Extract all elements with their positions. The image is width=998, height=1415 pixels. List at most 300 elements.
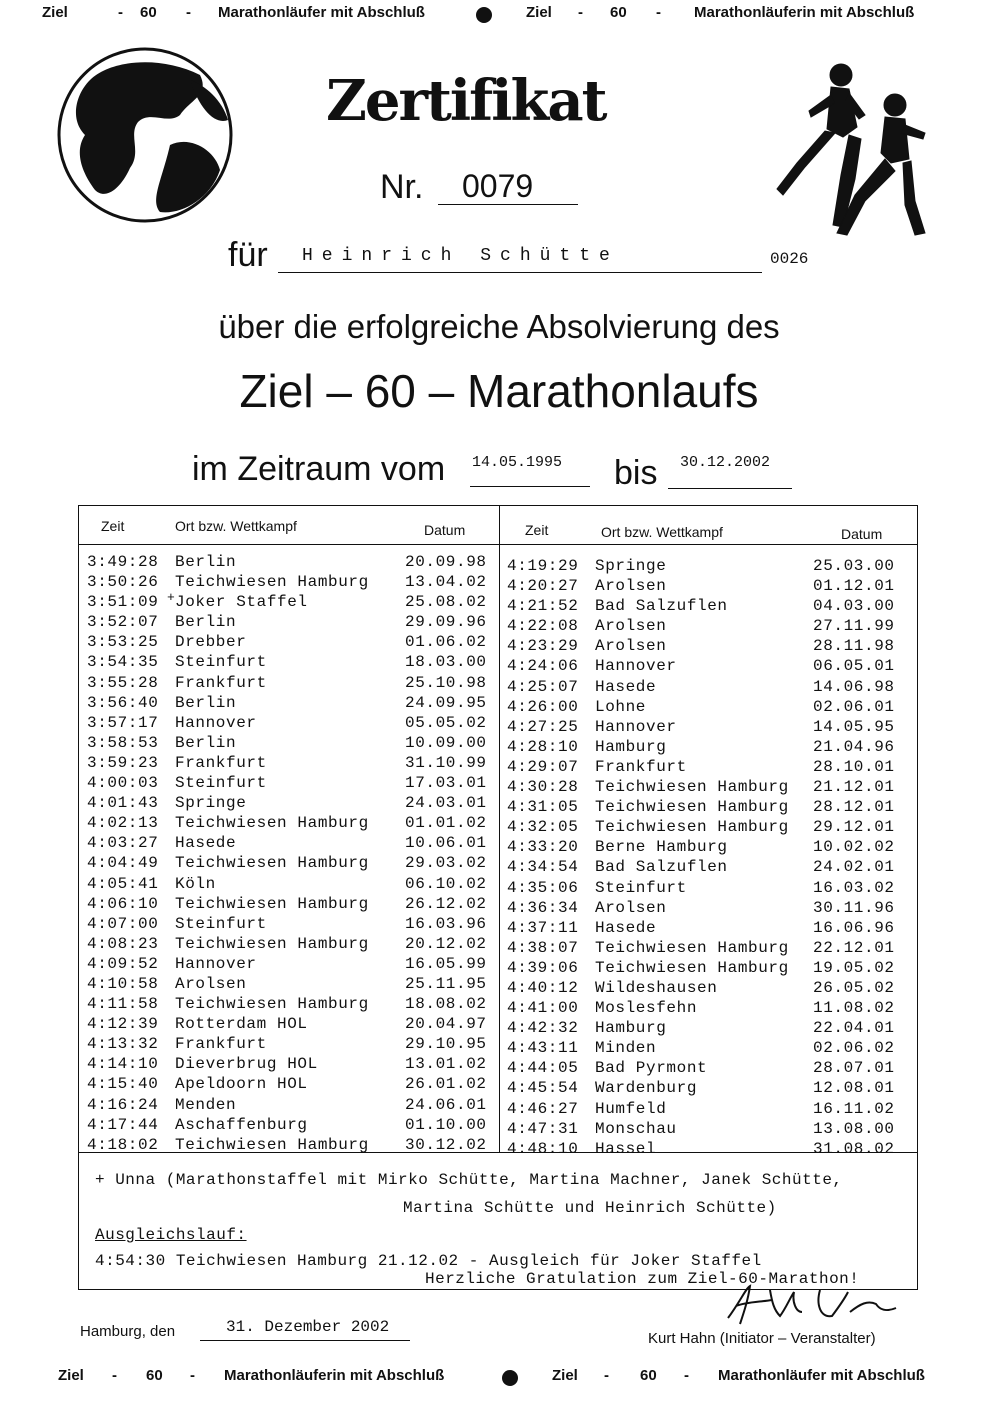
result-location: Wildeshausen <box>595 978 718 997</box>
table-row <box>507 959 907 979</box>
result-time: 4:10:58 <box>87 974 159 993</box>
result-location: Bad Pyrmont <box>595 1059 708 1078</box>
result-time: 4:16:24 <box>87 1095 159 1114</box>
band-text: Marathonläufer mit Abschluß <box>218 4 425 21</box>
result-time: 4:28:10 <box>507 737 579 756</box>
result-location: Hasede <box>595 918 657 937</box>
result-location: Arolsen <box>595 898 667 917</box>
table-row <box>507 678 907 698</box>
result-time: 4:36:34 <box>507 898 579 917</box>
result-date: 26.01.02 <box>405 1075 487 1094</box>
result-date: 12.08.01 <box>813 1079 895 1098</box>
table-row <box>87 1035 495 1055</box>
result-time: 4:09:52 <box>87 954 159 973</box>
result-location: Hannover <box>175 954 257 973</box>
signer: Kurt Hahn (Initiator – Veranstalter) <box>648 1330 876 1347</box>
table-row <box>507 1059 907 1079</box>
ausgleich-label: Ausgleichslauf: <box>95 1226 247 1244</box>
result-time: 4:18:02 <box>87 1135 159 1154</box>
result-time: 4:07:00 <box>87 914 159 933</box>
result-location: Berlin <box>175 553 237 571</box>
band-text: Marathonläuferin mit Abschluß <box>694 4 915 21</box>
result-time: 4:45:54 <box>507 1079 579 1098</box>
table-row <box>507 1100 907 1120</box>
result-time: 3:50:26 <box>87 573 159 592</box>
table-row <box>507 919 907 939</box>
result-time: 3:57:17 <box>87 713 159 732</box>
result-time: 4:14:10 <box>87 1055 159 1074</box>
left-results <box>87 553 495 1156</box>
band-ziel: Ziel <box>552 1367 578 1384</box>
bis-label: bis <box>614 454 658 492</box>
footer-date: 31. Dezember 2002 <box>226 1318 390 1336</box>
result-location: Hasede <box>175 834 237 853</box>
result-location: Arolsen <box>595 617 667 636</box>
result-time: 4:26:00 <box>507 697 579 716</box>
table-row <box>507 1039 907 1059</box>
result-location: Wardenburg <box>595 1079 698 1098</box>
result-time: 4:44:05 <box>507 1059 579 1078</box>
results-table <box>78 505 918 1290</box>
result-location: Teichwiesen Hamburg <box>595 958 789 977</box>
result-time: 4:22:08 <box>507 617 579 636</box>
result-location: Teichwiesen Hamburg <box>595 938 789 957</box>
result-date: 01.01.02 <box>405 814 487 833</box>
result-date: 29.09.96 <box>405 613 487 632</box>
table-row <box>507 838 907 858</box>
result-date: 21.12.01 <box>813 778 895 797</box>
result-date: 02.06.01 <box>813 697 895 716</box>
table-row <box>87 1075 495 1095</box>
certificate-number: 0079 <box>462 168 534 204</box>
result-location: Bad Salzuflen <box>595 858 728 877</box>
band-text: Marathonläufer mit Abschluß <box>718 1367 925 1384</box>
result-time: 4:15:40 <box>87 1075 159 1094</box>
result-location: Arolsen <box>175 974 247 993</box>
footer-date-line <box>200 1318 410 1341</box>
result-date: 10.02.02 <box>813 838 895 857</box>
result-date: 25.03.00 <box>813 557 895 575</box>
band-dash: - <box>112 1367 117 1384</box>
result-date: 16.11.02 <box>813 1099 895 1118</box>
table-row <box>87 834 495 854</box>
result-time: 4:33:20 <box>507 838 579 857</box>
band-60: 60 <box>640 1367 657 1384</box>
table-row <box>87 674 495 694</box>
table-row <box>507 818 907 838</box>
table-row <box>87 1096 495 1116</box>
table-row <box>87 875 495 895</box>
result-date: 14.05.95 <box>813 717 895 736</box>
table-row <box>87 593 495 613</box>
result-time: 3:54:35 <box>87 653 159 672</box>
table-row <box>507 557 907 577</box>
band-60: 60 <box>140 4 157 21</box>
result-location: Steinfurt <box>175 774 267 793</box>
result-date: 29.10.95 <box>405 1035 487 1054</box>
result-date: 20.04.97 <box>405 1015 487 1034</box>
table-row <box>87 995 495 1015</box>
table-row <box>507 698 907 718</box>
right-results <box>507 557 907 1160</box>
result-date: 28.10.01 <box>813 757 895 776</box>
result-date: 04.03.00 <box>813 597 895 616</box>
table-row <box>507 738 907 758</box>
col-datum-left: Datum <box>424 522 466 538</box>
plus-marker: + <box>167 590 175 605</box>
result-time: 4:35:06 <box>507 878 579 897</box>
table-row <box>507 1079 907 1099</box>
result-date: 01.06.02 <box>405 633 487 652</box>
result-location: Lohne <box>595 697 647 716</box>
band-ziel: Ziel <box>58 1367 84 1384</box>
table-row <box>507 597 907 617</box>
result-time: 4:32:05 <box>507 818 579 837</box>
signature-icon <box>720 1282 910 1330</box>
result-date: 22.04.01 <box>813 1019 895 1038</box>
result-date: 24.06.01 <box>405 1095 487 1114</box>
result-location: Hannover <box>175 713 257 732</box>
result-location: Apeldoorn HOL <box>175 1075 308 1094</box>
result-location: Berlin <box>175 613 237 632</box>
result-date: 22.12.01 <box>813 938 895 957</box>
date-from-line <box>470 454 590 487</box>
result-time: 4:48:10 <box>507 1139 579 1158</box>
result-time: 4:37:11 <box>507 918 579 937</box>
table-row <box>507 979 907 999</box>
result-location: Monschau <box>595 1119 677 1138</box>
result-location: Teichwiesen Hamburg <box>175 934 369 953</box>
globe-icon <box>50 40 240 230</box>
result-date: 24.03.01 <box>405 794 487 813</box>
result-time: 4:46:27 <box>507 1099 579 1118</box>
result-time: 4:23:29 <box>507 637 579 656</box>
result-time: 4:08:23 <box>87 934 159 953</box>
result-date: 06.10.02 <box>405 874 487 893</box>
band-dash: - <box>190 1367 195 1384</box>
result-location: Steinfurt <box>175 914 267 933</box>
result-date: 25.10.98 <box>405 673 487 692</box>
place-label: Hamburg, den <box>80 1323 176 1340</box>
nr-line <box>438 170 578 205</box>
column-divider <box>499 506 500 1152</box>
result-time: 4:40:12 <box>507 978 579 997</box>
result-date: 01.12.01 <box>813 577 895 596</box>
result-time: 4:05:41 <box>87 874 159 893</box>
band-text: Marathonläuferin mit Abschluß <box>224 1367 445 1384</box>
result-time: 3:55:28 <box>87 673 159 692</box>
result-date: 31.08.02 <box>813 1139 895 1158</box>
col-zeit-left: Zeit <box>101 518 125 534</box>
col-zeit-right: Zeit <box>525 522 549 538</box>
table-row <box>507 1120 907 1140</box>
result-location: Arolsen <box>595 637 667 656</box>
result-date: 20.09.98 <box>405 553 487 571</box>
band-dash: - <box>118 4 123 21</box>
result-date: 19.05.02 <box>813 958 895 977</box>
band-ziel: Ziel <box>526 4 552 21</box>
table-row <box>87 573 495 593</box>
result-date: 29.03.02 <box>405 854 487 873</box>
result-date: 13.01.02 <box>405 1055 487 1074</box>
table-row <box>87 653 495 673</box>
bottom-banner <box>0 1367 998 1389</box>
result-time: 4:41:00 <box>507 999 579 1018</box>
band-60: 60 <box>146 1367 163 1384</box>
result-time: 4:30:28 <box>507 778 579 797</box>
result-date: 11.08.02 <box>813 999 895 1018</box>
table-row <box>87 714 495 734</box>
date-from: 14.05.1995 <box>472 454 563 471</box>
table-row <box>507 858 907 878</box>
result-time: 4:42:32 <box>507 1019 579 1038</box>
result-location: Humfeld <box>595 1099 667 1118</box>
result-time: 4:01:43 <box>87 794 159 813</box>
table-row <box>507 798 907 818</box>
result-time: 4:47:31 <box>507 1119 579 1138</box>
result-time: 4:06:10 <box>87 894 159 913</box>
table-row <box>87 814 495 834</box>
result-location: Hamburg <box>595 737 667 756</box>
band-dash: - <box>604 1367 609 1384</box>
result-location: Joker Staffel <box>175 593 308 612</box>
result-time: 4:17:44 <box>87 1115 159 1134</box>
table-row <box>87 975 495 995</box>
result-date: 16.06.96 <box>813 918 895 937</box>
table-row <box>507 1140 907 1160</box>
result-time: 3:53:25 <box>87 633 159 652</box>
result-date: 26.12.02 <box>405 894 487 913</box>
result-location: Berne Hamburg <box>595 838 728 857</box>
result-location: Köln <box>175 874 216 893</box>
result-date: 18.03.00 <box>405 653 487 672</box>
top-banner <box>0 4 998 26</box>
note-unna: + Unna (Marathonstaffel mit Mirko Schütte, Martina Machner, Janek Schütte, <box>95 1171 843 1189</box>
result-location: Teichwiesen Hamburg <box>175 573 369 592</box>
result-date: 25.08.02 <box>405 593 487 612</box>
result-location: Teichwiesen Hamburg <box>595 798 789 817</box>
result-date: 28.12.01 <box>813 798 895 817</box>
result-location: Berlin <box>175 693 237 712</box>
result-date: 17.03.01 <box>405 774 487 793</box>
band-dash: - <box>656 4 661 21</box>
result-date: 18.08.02 <box>405 995 487 1014</box>
table-row <box>507 1019 907 1039</box>
result-date: 06.05.01 <box>813 657 895 676</box>
nr-label: Nr. <box>380 168 424 206</box>
table-row <box>507 999 907 1019</box>
band-ziel: Ziel <box>42 4 68 21</box>
band-dash: - <box>186 4 191 21</box>
result-location: Springe <box>175 794 247 813</box>
result-location: Frankfurt <box>175 1035 267 1054</box>
result-location: Steinfurt <box>175 653 267 672</box>
result-location: Steinfurt <box>595 878 687 897</box>
table-row <box>87 794 495 814</box>
result-location: Moslesfehn <box>595 999 698 1018</box>
result-time: 4:24:06 <box>507 657 579 676</box>
result-date: 26.05.02 <box>813 978 895 997</box>
band-dash: - <box>684 1367 689 1384</box>
result-date: 30.12.02 <box>405 1135 487 1154</box>
result-time: 3:59:23 <box>87 753 159 772</box>
result-time: 4:02:13 <box>87 814 159 833</box>
result-date: 24.09.95 <box>405 693 487 712</box>
result-location: Berlin <box>175 733 237 752</box>
result-date: 25.11.95 <box>405 974 487 993</box>
table-row <box>87 895 495 915</box>
result-date: 27.11.99 <box>813 617 895 636</box>
result-location: Hannover <box>595 717 677 736</box>
certificate-title: Zertifikat <box>326 68 606 134</box>
result-location: Teichwiesen Hamburg <box>595 778 789 797</box>
result-date: 28.11.98 <box>813 637 895 656</box>
zeitraum-label: im Zeitraum vom <box>192 450 446 488</box>
result-date: 16.03.02 <box>813 878 895 897</box>
result-time: 4:27:25 <box>507 717 579 736</box>
result-location: Teichwiesen Hamburg <box>175 894 369 913</box>
col-datum-right: Datum <box>841 526 883 542</box>
band-dash: - <box>578 4 583 21</box>
result-date: 31.10.99 <box>405 753 487 772</box>
fuer-label: für <box>228 236 268 274</box>
result-date: 01.10.00 <box>405 1115 487 1134</box>
name-line <box>278 244 762 273</box>
table-row <box>507 637 907 657</box>
runners-icon <box>765 55 935 245</box>
gratulation: Herzliche Gratulation zum Ziel-60-Marathon! <box>425 1270 860 1288</box>
table-row <box>87 955 495 975</box>
result-time: 4:38:07 <box>507 938 579 957</box>
table-row <box>87 1055 495 1075</box>
band-60: 60 <box>610 4 627 21</box>
result-time: 4:21:52 <box>507 597 579 616</box>
table-row <box>507 617 907 637</box>
table-row <box>507 899 907 919</box>
ausgleich-line: 4:54:30 Teichwiesen Hamburg 21.12.02 - Ausgleich für Joker Staffel <box>95 1252 762 1270</box>
name-code: 0026 <box>770 250 809 268</box>
table-row <box>87 1116 495 1136</box>
result-location: Menden <box>175 1095 237 1114</box>
table-row <box>87 774 495 794</box>
result-location: Springe <box>595 557 667 575</box>
result-date: 05.05.02 <box>405 713 487 732</box>
result-time: 3:56:40 <box>87 693 159 712</box>
table-row <box>87 1136 495 1156</box>
result-time: 4:43:11 <box>507 1039 579 1058</box>
table-row <box>507 577 907 597</box>
result-location: Teichwiesen Hamburg <box>175 854 369 873</box>
result-time: 4:11:58 <box>87 995 159 1014</box>
table-row <box>507 778 907 798</box>
recipient-name: Heinrich Schütte <box>302 246 619 266</box>
result-time: 4:25:07 <box>507 677 579 696</box>
result-date: 28.07.01 <box>813 1059 895 1078</box>
table-row <box>87 854 495 874</box>
result-time: 3:51:09 <box>87 593 159 612</box>
result-time: 4:29:07 <box>507 757 579 776</box>
result-location: Frankfurt <box>595 757 687 776</box>
result-time: 4:12:39 <box>87 1015 159 1034</box>
date-to-line <box>668 454 792 489</box>
result-location: Hannover <box>595 657 677 676</box>
result-location: Frankfurt <box>175 673 267 692</box>
table-row <box>87 915 495 935</box>
date-to: 30.12.2002 <box>680 454 771 471</box>
result-time: 4:34:54 <box>507 858 579 877</box>
result-time: 4:19:29 <box>507 557 579 575</box>
result-time: 3:49:28 <box>87 553 159 571</box>
table-row <box>507 879 907 899</box>
result-time: 4:13:32 <box>87 1035 159 1054</box>
result-location: Teichwiesen Hamburg <box>175 995 369 1014</box>
result-time: 3:58:53 <box>87 733 159 752</box>
result-location: Frankfurt <box>175 753 267 772</box>
band-dot <box>502 1370 518 1386</box>
result-time: 3:52:07 <box>87 613 159 632</box>
result-time: 4:00:03 <box>87 774 159 793</box>
result-location: Drebber <box>175 633 247 652</box>
col-ort-right: Ort bzw. Wettkampf <box>601 524 723 540</box>
header-divider <box>79 544 917 545</box>
col-ort-left: Ort bzw. Wettkampf <box>175 518 297 534</box>
result-date: 16.05.99 <box>405 954 487 973</box>
table-row <box>87 633 495 653</box>
result-date: 30.11.96 <box>813 898 895 917</box>
result-location: Hassel <box>595 1139 657 1158</box>
result-location: Aschaffenburg <box>175 1115 308 1134</box>
result-location: Hamburg <box>595 1019 667 1038</box>
result-date: 13.04.02 <box>405 573 487 592</box>
result-date: 21.04.96 <box>813 737 895 756</box>
result-date: 10.06.01 <box>405 834 487 853</box>
result-location: Arolsen <box>595 577 667 596</box>
result-time: 4:03:27 <box>87 834 159 853</box>
result-date: 14.06.98 <box>813 677 895 696</box>
result-date: 13.08.00 <box>813 1119 895 1138</box>
table-row <box>507 657 907 677</box>
result-location: Dieverbrug HOL <box>175 1055 318 1074</box>
result-date: 24.02.01 <box>813 858 895 877</box>
result-time: 4:04:49 <box>87 854 159 873</box>
result-location: Teichwiesen Hamburg <box>595 818 789 837</box>
result-time: 4:39:06 <box>507 958 579 977</box>
note-unna-cont: Martina Schütte und Heinrich Schütte) <box>403 1199 777 1217</box>
result-date: 02.06.02 <box>813 1039 895 1058</box>
result-location: Minden <box>595 1039 657 1058</box>
table-row <box>87 694 495 714</box>
table-row <box>87 1015 495 1035</box>
result-time: 4:20:27 <box>507 577 579 596</box>
result-location: Hasede <box>595 677 657 696</box>
result-date: 16.03.96 <box>405 914 487 933</box>
band-dot <box>476 7 492 23</box>
result-location: Teichwiesen Hamburg <box>175 1135 369 1154</box>
table-row <box>87 553 495 573</box>
table-row <box>87 935 495 955</box>
event-name: Ziel – 60 – Marathonlaufs <box>239 365 759 417</box>
table-row <box>507 758 907 778</box>
table-row <box>87 613 495 633</box>
table-row <box>507 718 907 738</box>
table-row <box>507 939 907 959</box>
result-location: Bad Salzuflen <box>595 597 728 616</box>
result-date: 20.12.02 <box>405 934 487 953</box>
result-location: Rotterdam HOL <box>175 1015 308 1034</box>
subtitle-line: über die erfolgreiche Absolvierung des <box>218 308 780 345</box>
result-date: 29.12.01 <box>813 818 895 837</box>
result-date: 10.09.00 <box>405 733 487 752</box>
